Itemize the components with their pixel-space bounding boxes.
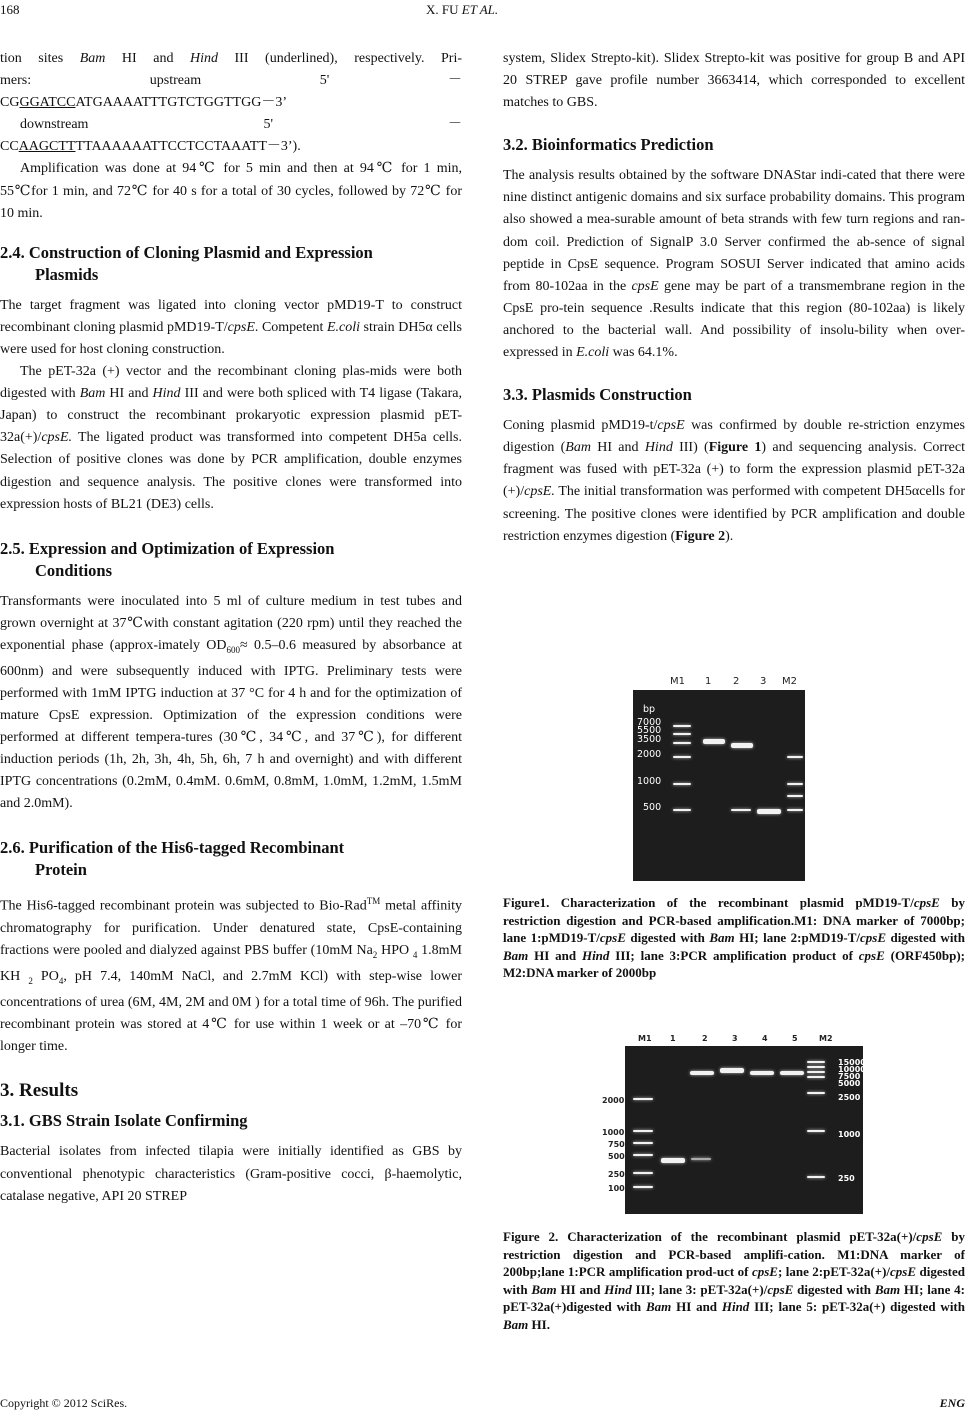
gel-band — [673, 783, 691, 785]
lane-label: 5 — [792, 1034, 798, 1043]
lane-label: 1 — [705, 676, 712, 687]
marker-label: 100 — [608, 1184, 625, 1193]
gel-band — [661, 1158, 685, 1163]
section-heading: 2.5. Expression and Optimization of Expression Conditions — [0, 538, 335, 580]
gel-band — [633, 1130, 653, 1132]
section-heading: 3.2. Bioinformatics Prediction — [503, 135, 714, 155]
gel-band — [787, 795, 803, 797]
marker-label: 750 — [608, 1140, 625, 1149]
gel-band — [807, 1176, 825, 1178]
marker-label: 7000 — [637, 717, 662, 728]
primer-line: downstream 5' － — [20, 117, 462, 133]
lane-label: 3 — [732, 1034, 738, 1043]
marker-label: 500 — [643, 802, 662, 813]
gel-band — [633, 1098, 653, 1100]
lane-label: 2 — [733, 676, 740, 687]
gel-band — [633, 1172, 653, 1174]
marker-label: 500 — [608, 1152, 625, 1161]
marker-label: 15000 — [838, 1058, 866, 1067]
lane-label: 3 — [760, 676, 767, 687]
gel-band — [673, 742, 691, 744]
marker-label: 1000 — [805, 776, 830, 787]
lane-label: M1 — [670, 676, 685, 687]
section-heading: 3.3. Plasmids Construction — [503, 385, 692, 405]
gel-band — [807, 1092, 825, 1094]
paragraph: system, Slidex Strepto-kit). Slidex Strepto-kit was positive for group B and API 20 STREP gave profile number 3663414, which corresponded to excellent matches to GBS. — [503, 51, 965, 111]
lane-label: 4 — [762, 1034, 768, 1043]
left-column — [0, 48, 462, 1208]
gel-band — [807, 1130, 825, 1132]
marker-label: 2000 — [805, 750, 830, 761]
marker-label: bp — [643, 704, 656, 715]
right-column — [503, 48, 965, 548]
gel-band — [690, 1071, 714, 1075]
marker-label: 250 — [608, 1170, 625, 1179]
section-heading: 2.6. Purification of the His6-tagged Recombinant Protein — [0, 838, 345, 880]
paragraph: Transformants were inoculated into 5 ml of culture medium in test tubes and grown overnight at 37℃with constant agitation (220 rpm) until they reached the exponential phase (approx-imately $OD_{600}\approx 0.5-0.6$ measured by absorbance at 600nm) and were subsequently induced with IPTG. Preliminary tests were performed with 1mM IPTG induction at 37 °C for 4 h and for the optimization of mature CpsE expression. Optimization of the expression conditions were performed at different tempera-tures (30℃, 34℃, and 37℃), for different induction periods (1h, 2h, 3h, 4h, 5h, 6h, 7 h and overnight) and with different IPTG concentrations (0.2mM, 0.4mM. 0.6mM, 0.8mM, 1.0mM, 1.2mM, 1.5mM and 2.0mM). — [0, 593, 462, 812]
gel-band — [807, 1076, 825, 1078]
primer-sequence: CCAAGCTTTTAAAAAATTCCTCCTAAATT－3’). — [0, 139, 301, 155]
gel-band — [703, 739, 725, 744]
figure-1-caption: Figure1. Characterization of the recombinant plasmid pMD19-T/cpsE by restriction digestion and PCR-based amplification.M1: DNA marker of 7000bp; lane 1:pMD19-T/cpsE digested with Bam HI; lane 2:pMD19-T/cpsE digested with Bam HI and Hind III; lane 3:PCR amplification product of cpsE (ORF450bp); M2:DNA marker of 2000bp — [503, 895, 965, 980]
gel-band — [633, 1154, 653, 1156]
gel-band — [633, 1186, 653, 1188]
marker-label: 2500 — [838, 1093, 861, 1102]
paragraph: The pET-32a (+) vector and the recombinant cloning plas-mids were both digested with Bam HI and Hind III and were both spliced with T4 ligase (Takara, Japan) to construct the recombinant prokaryotic expression plasmid pET-32a(+)/cpsE. The ligated product was transformed into competent DH5a cells. Selection of positive clones was done by PCR amplification, double enzymes digestion and sequence analysis. The positive clones were transformed into expression hosts of BL21 (DE3) cells. — [0, 364, 462, 512]
paragraph: The target fragment was ligated into cloning vector pMD19-T to construct recombinant cloning plasmid pMD19-T/cpsE. Competent E.coli strain DH5α cells were used for host cloning construction. — [0, 297, 462, 357]
marker-label: 1000 — [602, 1128, 625, 1137]
figure-2-caption: Figure 2. Characterization of the recombinant plasmid pET-32a(+)/cpsE by restriction digestion and PCR-based amplifi-cation. M1:DNA marker of 200bp;lane 1:PCR amplification prod-uct of cpsE; lane 2:pET-32a(+)/cpsE digested with Bam HI and Hind III; lane 3: pET-32a(+)/cpsE digested with Bam HI; lane 4: pET-32a(+)digested with Bam HI and Hind III; lane 5: pET-32a(+) digested with Bam HI. — [503, 1229, 965, 1332]
lane-label: 2 — [702, 1034, 708, 1043]
section-heading: 3.1. GBS Strain Isolate Confirming — [0, 1111, 248, 1131]
gel-band — [673, 733, 691, 735]
figure-2 — [600, 1032, 865, 1214]
running-title: X. FU ET AL. — [426, 2, 499, 17]
lane-label: M1 — [638, 1034, 652, 1043]
marker-label: 5500 — [637, 725, 662, 736]
gel-band — [780, 1071, 804, 1075]
marker-label: 1000 — [637, 776, 662, 787]
lane-label: M2 — [782, 676, 797, 687]
gel-band — [787, 756, 803, 758]
gel-band — [731, 743, 753, 748]
marker-label: 3500 — [637, 734, 662, 745]
gel-band — [787, 809, 803, 811]
gel-image — [633, 690, 830, 881]
gel-band — [757, 809, 781, 814]
gel-band — [673, 756, 691, 758]
marker-label: 7500 — [838, 1072, 861, 1081]
paragraph: Coning plasmid pMD19-t/cpsE was confirmed by double re-striction enzymes digestion (Bam HI and Hind III) (Figure 1) and sequencing analysis. Correct fragment was fused with pET-32a (+) to form the expression plasmid pET-32a (+)/cpsE. The initial transformation was performed with competent DH5αcells for screening. The positive clones were identified by PCR amplification and double restriction enzymes digestion (Figure 2). — [503, 418, 965, 544]
gel-band — [691, 1158, 711, 1160]
gel-band — [807, 1061, 825, 1063]
section-heading: 3. Results — [0, 1080, 79, 1102]
gel-band — [673, 725, 691, 727]
marker-label: 2000 — [637, 749, 662, 760]
gel-image — [625, 1046, 863, 1214]
marker-label: 750 — [805, 788, 824, 799]
lane-label: M2 — [819, 1034, 833, 1043]
copyright-notice: Copyright © 2012 SciRes. — [0, 1396, 128, 1410]
paragraph: The His6-tagged recombinant protein was subjected to Bio-Rad™ metal affinity chromatography for purification. Under denatured state, CpsE-containing fractions were pooled and dialyzed against PBS buffer (10mM $Na_2$ HPO $_4$ 1.8mM KH $_2$ $PO_4$, pH 7.4, 140mM NaCl, and 2.7mM KCl) with step-wise lower concentrations of urea (6M, 4M, 2M and 0M ) for a total time of 96h. The purified recombinant protein was stored at 4℃ for use within 1 week or at –70℃ for longer time. — [0, 896, 463, 1055]
marker-label: 1000 — [838, 1130, 861, 1139]
journal-abbreviation: ENG — [939, 1396, 965, 1410]
gel-band — [731, 809, 751, 811]
marker-label: bp — [813, 738, 826, 749]
marker-label: 5000 — [838, 1079, 861, 1088]
marker-label: 500 — [805, 802, 824, 813]
page-number: 168 — [0, 2, 20, 17]
gel-band — [673, 809, 691, 811]
paragraph: Bacterial isolates from infected tilapia were initially identified as GBS by conventional phenotypic characteristics (Gram-positive cocci, β-haemolytic, catalase negative, API 20 STREP — [0, 1144, 462, 1204]
gel-band — [720, 1068, 744, 1073]
section-heading: 2.4. Construction of Cloning Plasmid and Expression Plasmids — [0, 242, 373, 284]
primer-line: mers: upstream 5' － — [0, 73, 462, 89]
marker-label: 2000 — [602, 1096, 625, 1105]
primer-sequence: CGGGATCCATGAAAATTTGTCTGGTTGG－3’ — [0, 95, 287, 111]
lane-label: 1 — [670, 1034, 676, 1043]
marker-label: 10000 — [838, 1065, 866, 1074]
paragraph: Amplification was done at 94℃ for 5 min and then at 94℃ for 1 min, 55℃for 1 min, and 72℃ for 40 s for a total of 30 cycles, followed by 72℃ for 10 min. — [0, 161, 462, 221]
paragraph: tion sites Bam HI and Hind III (underlined), respectively. Pri- — [0, 51, 463, 66]
gel-band — [807, 1071, 825, 1073]
gel-band — [807, 1066, 825, 1068]
figure-1 — [625, 676, 830, 881]
marker-label: 250 — [838, 1174, 855, 1183]
gel-band — [750, 1071, 774, 1075]
gel-band — [787, 783, 803, 785]
paragraph: The analysis results obtained by the software DNAStar indi-cated that there were nine distinct antigenic domains and six surface probability domains. This program also showed a mea-surable amount of beta strands with few turn regions and ran-dom coil. Prediction of SignalP 3.0 Server confirmed the ab-sence of signal peptide in CpsE sequence. Program SOSUI Server indicated that amino acids from 80-102aa in the cpsE gene may be part of a transmembrane region in the CpsE pro-tein sequence .Results indicate that this region (80-102aa) is likely anchored to the bacterial wall. And possibility of insolu-bility when over-expressed in E.coli was 64.1%. — [503, 168, 965, 361]
gel-band — [633, 1142, 653, 1144]
